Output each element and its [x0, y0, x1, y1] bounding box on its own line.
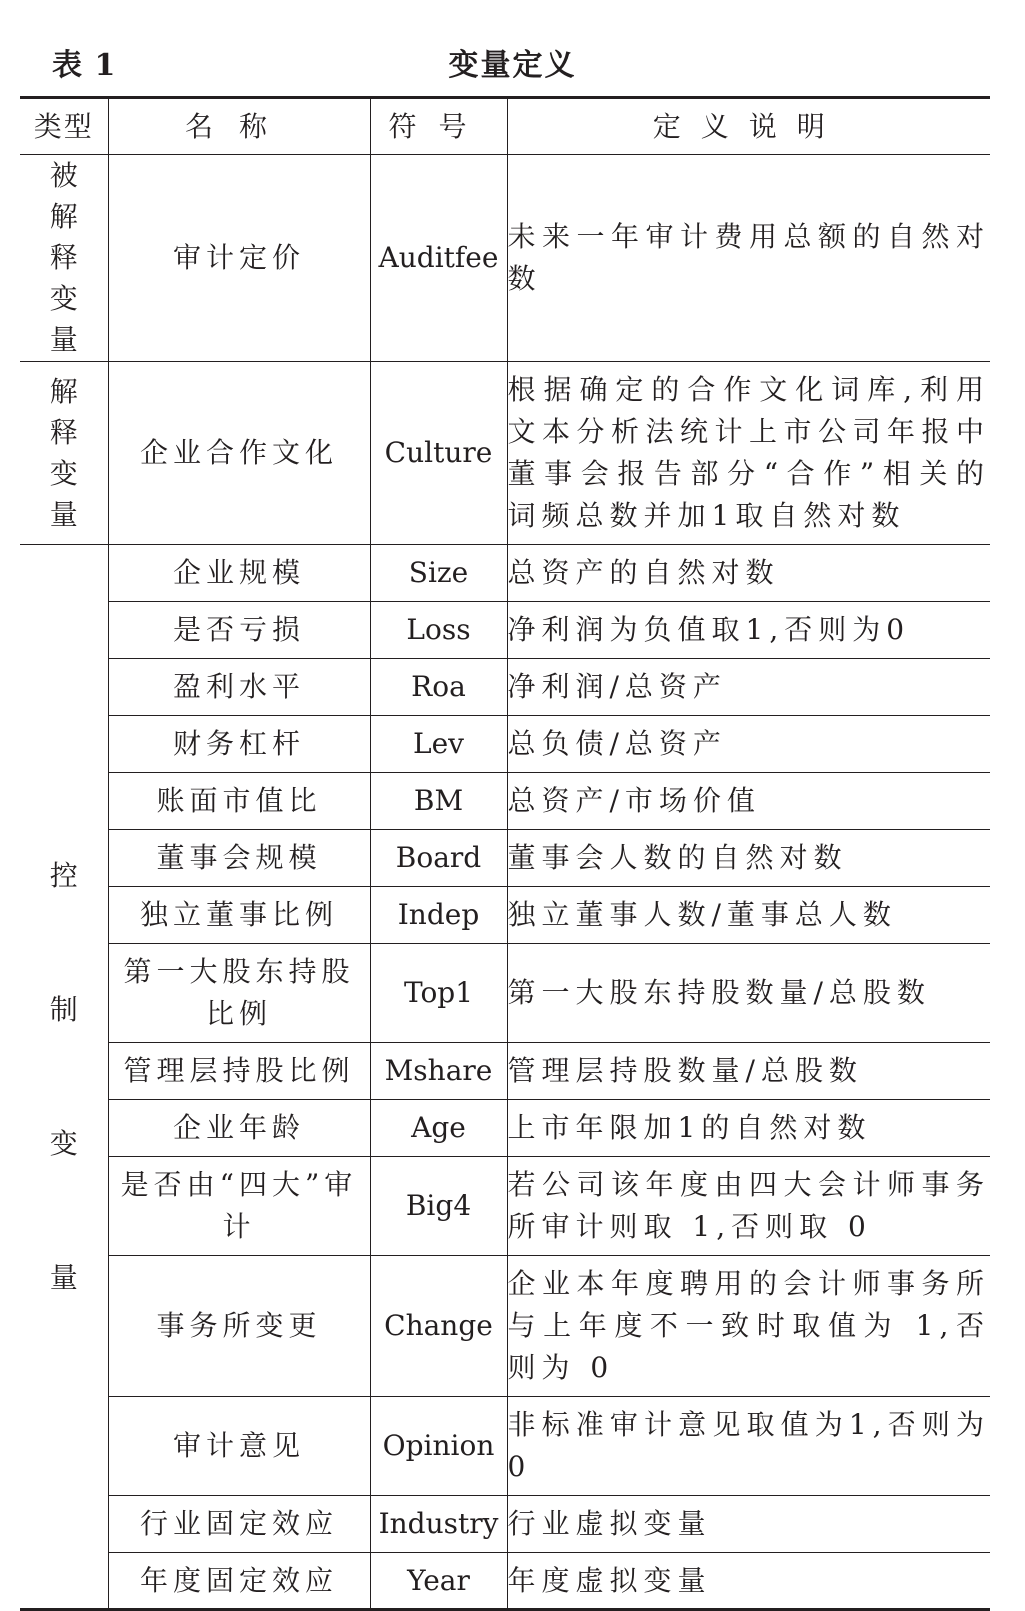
group-label-control — [20, 545, 108, 1610]
variable-name: 审计意见 — [108, 1397, 370, 1496]
variable-symbol: Indep — [370, 887, 507, 944]
table-row — [20, 773, 990, 830]
group-label-text: 被解释变量 — [49, 159, 78, 356]
variable-symbol: Lev — [370, 716, 507, 773]
variable-definition: 第一大股东持股数量/总股数 — [507, 944, 990, 1043]
table-row — [20, 1397, 990, 1496]
variable-name: 董事会规模 — [108, 830, 370, 887]
table-row — [20, 944, 990, 1043]
table-row — [20, 659, 990, 716]
variable-symbol: Roa — [370, 659, 507, 716]
variable-name: 审计定价 — [108, 155, 370, 362]
table-row — [20, 716, 990, 773]
variable-name: 管理层持股比例 — [108, 1043, 370, 1100]
variable-name: 企业年龄 — [108, 1100, 370, 1157]
table-row — [20, 602, 990, 659]
variable-definition: 独立董事人数/董事总人数 — [507, 887, 990, 944]
group-label-text: 解释变量 — [49, 374, 78, 531]
variable-definition: 总资产/市场价值 — [507, 773, 990, 830]
variable-symbol: Opinion — [370, 1397, 507, 1496]
variable-definition: 上市年限加1的自然对数 — [507, 1100, 990, 1157]
variable-symbol: Size — [370, 545, 507, 602]
variable-definition: 企业本年度聘用的会计师事务所与上年度不一致时取值为 1,否则为 0 — [507, 1256, 990, 1397]
column-header-definition: 定义说明 — [507, 98, 990, 155]
variable-definition: 行业虚拟变量 — [507, 1496, 990, 1553]
variable-symbol: Loss — [370, 602, 507, 659]
variable-definition: 总负债/总资产 — [507, 716, 990, 773]
variable-definition: 净利润为负值取1,否则为0 — [507, 602, 990, 659]
variable-symbol: Culture — [370, 362, 507, 545]
table-row — [20, 1496, 990, 1553]
variable-name: 企业规模 — [108, 545, 370, 602]
variable-definition: 根据确定的合作文化词库,利用文本分析法统计上市公司年报中董事会报告部分“合作”相关的词频总数并加1取自然对数 — [507, 362, 990, 545]
table-number: 表 1 — [52, 48, 117, 83]
variable-definition: 年度虚拟变量 — [507, 1553, 990, 1610]
variable-definition: 若公司该年度由四大会计师事务所审计则取 1,否则取 0 — [507, 1157, 990, 1256]
variable-definition: 董事会人数的自然对数 — [507, 830, 990, 887]
column-header-symbol: 符号 — [370, 98, 507, 155]
variable-symbol: Big4 — [370, 1157, 507, 1256]
variable-definition: 管理层持股数量/总股数 — [507, 1043, 990, 1100]
variable-name: 企业合作文化 — [108, 362, 370, 545]
table-row — [20, 362, 990, 545]
table-row — [20, 1100, 990, 1157]
table-row — [20, 1043, 990, 1100]
table-row — [20, 887, 990, 944]
table-row — [20, 545, 990, 602]
variable-name: 账面市值比 — [108, 773, 370, 830]
variable-name: 独立董事比例 — [108, 887, 370, 944]
variable-symbol: Industry — [370, 1496, 507, 1553]
variable-symbol: Top1 — [370, 944, 507, 1043]
group-label-dependent — [20, 155, 108, 362]
variable-symbol: Age — [370, 1100, 507, 1157]
variable-name: 盈利水平 — [108, 659, 370, 716]
variable-name: 事务所变更 — [108, 1256, 370, 1397]
group-label-text: 控制变量 — [49, 858, 78, 1294]
variable-name: 是否由“四大”审计 — [108, 1157, 370, 1256]
table-title: 变量定义 — [448, 48, 577, 83]
variable-name: 第一大股东持股比例 — [108, 944, 370, 1043]
table-row — [20, 1553, 990, 1610]
table-row — [20, 1157, 990, 1256]
variable-definition-table — [20, 96, 990, 1611]
variable-definition: 总资产的自然对数 — [507, 545, 990, 602]
header-row — [20, 98, 990, 155]
variable-definition: 非标准审计意见取值为1,否则为0 — [507, 1397, 990, 1496]
variable-name: 财务杠杆 — [108, 716, 370, 773]
variable-symbol: Year — [370, 1553, 507, 1610]
column-header-name: 名称 — [108, 98, 370, 155]
variable-name: 行业固定效应 — [108, 1496, 370, 1553]
variable-name: 是否亏损 — [108, 602, 370, 659]
column-header-type: 类型 — [20, 98, 108, 155]
variable-symbol: Board — [370, 830, 507, 887]
variable-definition: 净利润/总资产 — [507, 659, 990, 716]
variable-definition: 未来一年审计费用总额的自然对数 — [507, 155, 990, 362]
variable-symbol: Change — [370, 1256, 507, 1397]
table-row — [20, 830, 990, 887]
table-row — [20, 155, 990, 362]
variable-symbol: Auditfee — [370, 155, 507, 362]
variable-symbol: BM — [370, 773, 507, 830]
variable-symbol: Mshare — [370, 1043, 507, 1100]
group-label-explanatory — [20, 362, 108, 545]
variable-name: 年度固定效应 — [108, 1553, 370, 1610]
table-row — [20, 1256, 990, 1397]
